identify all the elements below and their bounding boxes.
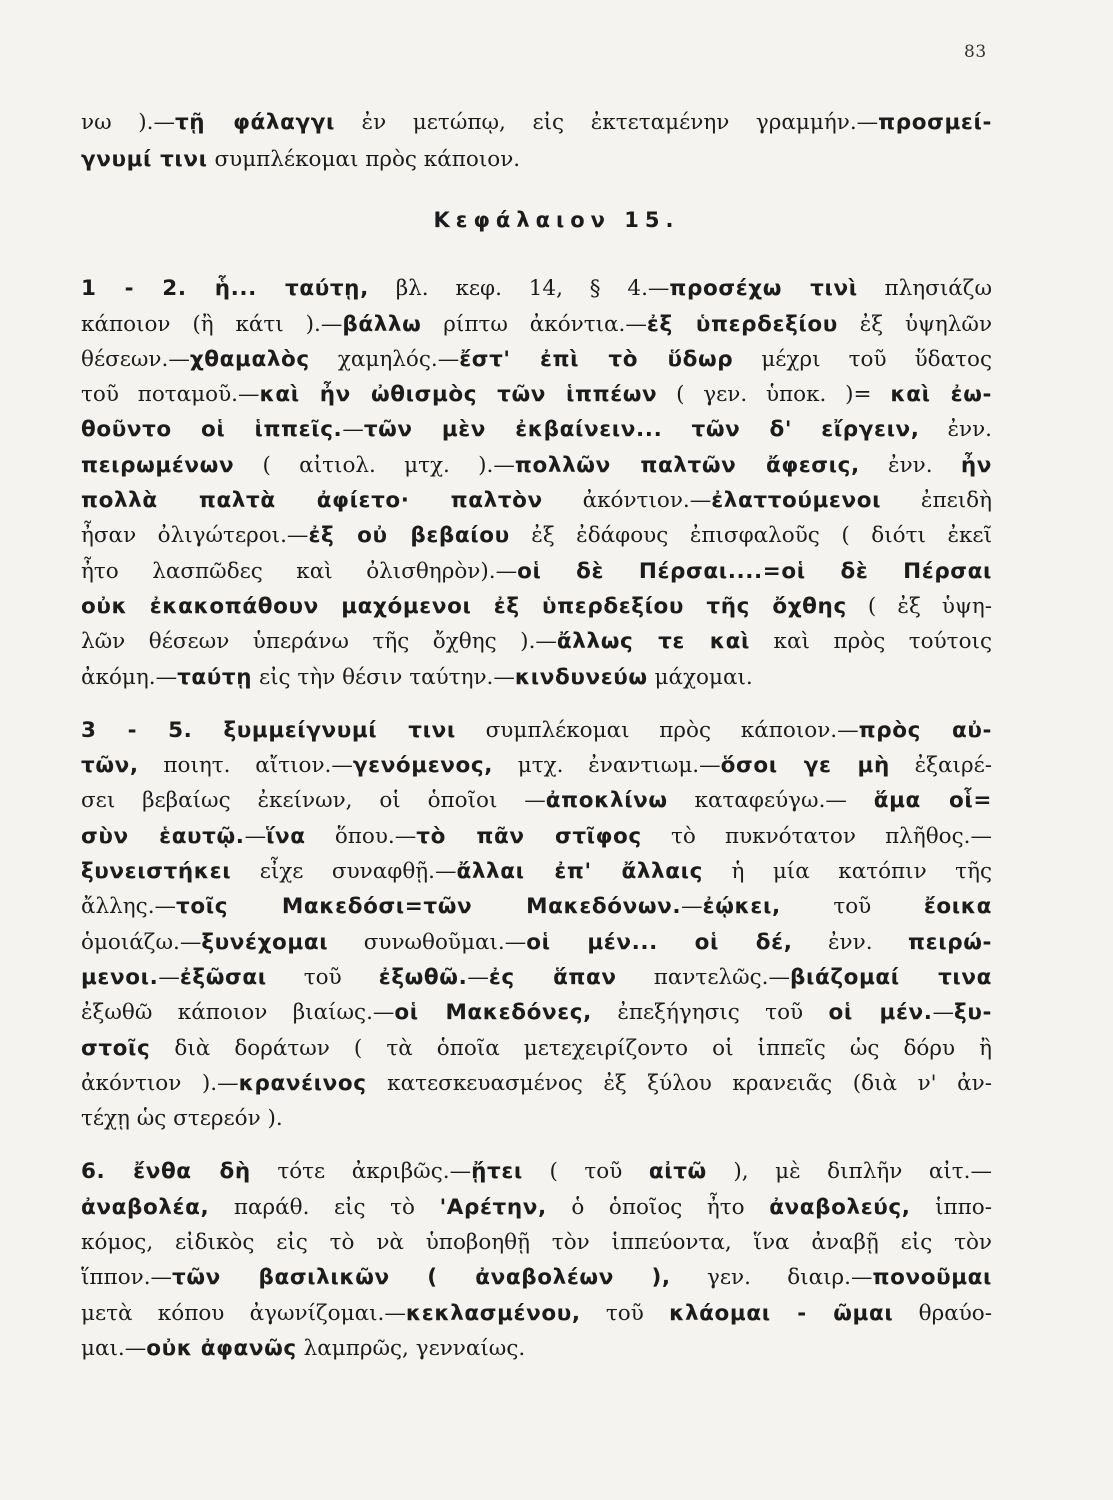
gloss-text: μτχ. ἐναντιωμ.— (493, 753, 721, 778)
gloss-text: ἐξωθῶ κάποιον βιαίως.— (81, 1000, 395, 1025)
gloss-text: ὁ ὁποῖος ἦτο (546, 1195, 770, 1220)
gloss-text: σει βεβαίως ἐκείνων, οἱ ὁποῖοι — (81, 788, 546, 813)
text-line (81, 716, 992, 746)
text-line (81, 145, 520, 175)
gloss-text: τοῦ (266, 965, 379, 990)
gloss-text: ὁμοιάζω.— (81, 930, 202, 955)
gloss-text: ἄλλης.— (81, 894, 177, 919)
lemma-text: ἀναβολέα, (81, 1195, 210, 1220)
lemma-text: 6. ἔνθα δὴ (81, 1159, 251, 1184)
gloss-text: μέχρι τοῦ ὕδατος (733, 347, 993, 372)
gloss-text: ( τοῦ (522, 1159, 649, 1184)
gloss-text: εἶχε συναφθῇ.— (231, 859, 457, 884)
gloss-text: ( ἐξ ὑψη- (846, 594, 992, 619)
lemma-text: ἐξ οὐ βεβαίου (308, 523, 510, 548)
text-line (81, 663, 753, 693)
gloss-text: μετὰ κόπου ἀγωνίζομαι.— (81, 1301, 406, 1326)
lemma-text: τῶν, (81, 753, 139, 778)
gloss-text: συμπλέκομαι πρὸς κάποιον.— (455, 718, 859, 743)
lemma-text: οἱ Μακεδόνες, (394, 1000, 592, 1025)
lemma-text: προσμεί- (878, 110, 992, 135)
lemma-text: οἱ μέν... οἱ δέ, (526, 930, 793, 955)
lemma-text: ἐῴκει, (702, 894, 781, 919)
text-line (81, 451, 992, 481)
gloss-text: χαμηλός.— (309, 347, 460, 372)
lemma-text: κεκλασμένου, (405, 1301, 581, 1326)
text-line (81, 1228, 992, 1258)
gloss-text: καταφεύγω.— (667, 788, 874, 813)
gloss-text: βλ. κεφ. 14, § 4.— (368, 276, 670, 301)
text-line (81, 1193, 992, 1223)
lemma-text: γενόμενος, (352, 753, 494, 778)
lemma-text: ἔστ' ἐπὶ τὸ ὕδωρ (459, 347, 734, 372)
gloss-text: τοῦ (580, 1301, 670, 1326)
text-line (81, 521, 992, 551)
lemma-text: κινδυνεύω (514, 665, 648, 690)
lemma-text: πολλῶν παλτῶν ἄφεσις, (514, 453, 860, 478)
gloss-text: ( αἰτιολ. μτχ. ).— (234, 453, 515, 478)
text-line (81, 892, 992, 922)
gloss-text: ἦτο λασπῶδες καὶ ὀλισθηρὸν).— (81, 559, 518, 584)
gloss-text: ἱππο- (910, 1195, 993, 1220)
lemma-text: κρανέινος (238, 1071, 367, 1096)
lemma-text: ᾔτει (471, 1159, 523, 1184)
gloss-text: παράθ. εἰς τὸ (209, 1195, 440, 1220)
gloss-text: ἀκόντιον.— (542, 488, 712, 513)
lemma-text: μενοι. (81, 965, 159, 990)
gloss-text: θέσεων.— (81, 347, 190, 372)
text-line (81, 310, 992, 340)
text-line (81, 822, 992, 852)
text-line (81, 1157, 992, 1187)
text-line (81, 1034, 992, 1064)
gloss-text: τέχῃ ὡς στερεόν ). (81, 1106, 283, 1131)
lemma-text: πειρώ- (908, 930, 992, 955)
gloss-text: ), μὲ διπλῆν αἰτ.— (706, 1159, 992, 1184)
gloss-text: ποιητ. αἴτιον.— (138, 753, 353, 778)
lemma-text: 3 - 5. ξυμμείγνυμί τινι (81, 718, 456, 743)
lemma-text: πονοῦμαι (872, 1265, 992, 1290)
gloss-text: ὅπου.— (305, 824, 417, 849)
gloss-text: λῶν θέσεων ὑπεράνω τῆς ὄχθης ).— (81, 629, 557, 654)
gloss-text: ἐξ ἐδάφους ἐπισφαλοῦς ( διότι ἐκεῖ (509, 523, 992, 548)
lemma-text: 1 - 2. ἧ... ταύτῃ, (81, 276, 369, 301)
gloss-text: συνωθοῦμαι.— (328, 930, 527, 955)
lemma-text: ἀναβολεύς, (769, 1195, 911, 1220)
lemma-text: ἅμα οἷ= (873, 788, 992, 813)
gloss-text: γεν. διαιρ.— (670, 1265, 873, 1290)
lemma-text: ἔοικα (923, 894, 992, 919)
lemma-text: ἐλαττούμενοι (711, 488, 882, 513)
gloss-text: ἐνν. (859, 453, 961, 478)
gloss-text: κατεσκευασμένος ἐξ ξύλου κρανειᾶς (διὰ ν' ἀν- (366, 1071, 992, 1096)
text-line (81, 1334, 525, 1364)
lemma-text: 'Αρέτην, (439, 1195, 547, 1220)
gloss-text: πλησιάζω (857, 276, 992, 301)
text-line (81, 1069, 992, 1099)
gloss-text: τὸ πυκνότατον πλῆθος.— (641, 824, 992, 849)
gloss-text: ἵππον.— (81, 1265, 173, 1290)
lemma-text: ἄλλαι ἐπ' ἄλλαις (456, 859, 703, 884)
lemma-text: κλάομαι - ῶμαι (669, 1301, 894, 1326)
lemma-text: οὐκ ἐκακοπάθουν μαχόμενοι ἐξ ὑπερδεξίου τῆς ὄχθης (81, 594, 847, 619)
text-line (81, 1104, 283, 1134)
lemma-text: στοῖς (81, 1036, 151, 1061)
lemma-text: τῇ φάλαγγι (174, 110, 335, 135)
gloss-text: ἐν μετώπῳ, εἰς ἐκτεταμένην γραμμήν.— (334, 110, 879, 135)
lemma-text: ἐς ἅπαν (488, 965, 617, 990)
gloss-text: ἦσαν ὀλιγώτεροι.— (81, 523, 309, 548)
gloss-text: κάποιον (ἢ κάτι ).— (81, 312, 343, 337)
lemma-text: οὐκ ἀφανῶς (146, 1336, 297, 1361)
lemma-text: χθαμαλὸς (189, 347, 310, 372)
lemma-text: ξυνέχομαι (201, 930, 329, 955)
gloss-text: θραύο- (893, 1301, 993, 1326)
lemma-text: ὅσοι γε μὴ (720, 753, 890, 778)
text-line (81, 380, 992, 410)
lemma-text: καὶ ἦν ὠθισμὸς τῶν ἱππέων (259, 382, 658, 407)
gloss-text: συμπλέκομαι πρὸς κάποιον. (207, 147, 521, 172)
text-line (81, 998, 992, 1028)
lemma-text: γνυμί τινι (81, 147, 208, 172)
page-number: 83 (964, 42, 987, 62)
text-line (81, 1299, 992, 1329)
gloss-text: ἐξαιρέ- (889, 753, 992, 778)
lemma-text: σὺν ἑαυτῷ. (81, 824, 245, 849)
text-line (81, 486, 992, 516)
lemma-text: τοῖς Μακεδόσι=τῶν Μακεδόνων. (176, 894, 682, 919)
gloss-text: ἐπειδὴ (881, 488, 992, 513)
lemma-text: πολλὰ παλτὰ ἀφίετο· παλτὸν (81, 488, 543, 513)
gloss-text: — (244, 824, 267, 849)
gloss-text: κόμος, εἰδικὸς εἰς τὸ νὰ ὑποβοηθῇ τὸν ἱππεύοντα, ἵνα ἀναβῇ εἰς τὸν (81, 1230, 992, 1255)
gloss-text: καὶ πρὸς τούτοις (750, 629, 992, 654)
lemma-text: ξυνειστήκει (81, 859, 232, 884)
text-line (81, 274, 992, 304)
gloss-text: ἐπεξήγησις τοῦ (591, 1000, 829, 1025)
text-line (81, 857, 992, 887)
lemma-text: πειρωμένων (81, 453, 235, 478)
lemma-text: ἄλλως τε καὶ (556, 629, 751, 654)
lemma-text: ἵνα (266, 824, 306, 849)
lemma-text: ξυ- (954, 1000, 992, 1025)
lemma-text: πρὸς αὐ- (858, 718, 992, 743)
gloss-text: τοῦ (780, 894, 924, 919)
lemma-text: τῶν βασιλικῶν ( ἀναβολέων ), (172, 1265, 671, 1290)
text-line (81, 592, 992, 622)
text-line (81, 928, 992, 958)
gloss-text: παντελῶς.— (616, 965, 790, 990)
gloss-text: — (342, 417, 364, 442)
lemma-text: οἱ δὲ Πέρσαι....=οἱ δὲ Πέρσαι (517, 559, 992, 584)
text-line (81, 415, 992, 445)
lemma-text: τῶν μὲν ἐκβαίνειν... τῶν δ' εἴργειν, (363, 417, 920, 442)
text-line (81, 108, 992, 138)
lemma-text: ἦν (960, 453, 993, 478)
lemma-text: ἐξωθῶ. (378, 965, 468, 990)
text-line (81, 345, 992, 375)
lemma-text: οἱ μέν. (828, 1000, 933, 1025)
text-line (81, 627, 992, 657)
gloss-text: ρίπτω ἀκόντια.— (421, 312, 647, 337)
gloss-text: — (467, 965, 489, 990)
chapter-heading: Κεφάλαιον 15. (433, 208, 680, 232)
lemma-text: θοῦντο οἱ ἱππεῖς. (81, 417, 343, 442)
lemma-text: ταύτῃ (177, 665, 253, 690)
text-line (81, 1263, 992, 1293)
lemma-text: αἰτῶ (648, 1159, 707, 1184)
lemma-text: καὶ ἐω- (890, 382, 992, 407)
text-line (81, 751, 992, 781)
lemma-text: βιάζομαί τινα (790, 965, 993, 990)
gloss-text: ( γεν. ὑποκ. )= (657, 382, 891, 407)
lemma-text: ἀποκλίνω (545, 788, 668, 813)
gloss-text: μαι.— (81, 1336, 147, 1361)
gloss-text: ἐξ ὑψηλῶν (837, 312, 993, 337)
gloss-text: — (158, 965, 180, 990)
gloss-text: ἐνν. (919, 417, 992, 442)
lemma-text: προσέχω τινὶ (669, 276, 858, 301)
gloss-text: διὰ δοράτων ( τὰ ὁποῖα μετεχειρίζοντο οἱ ἱππεῖς ὡς δόρυ ἢ (150, 1036, 992, 1061)
lemma-text: ἐξῶσαι (179, 965, 267, 990)
lemma-text: βάλλω (342, 312, 422, 337)
gloss-text: — (932, 1000, 955, 1025)
gloss-text: ἡ μία κατόπιν τῆς (702, 859, 992, 884)
gloss-text: μάχομαι. (647, 665, 753, 690)
lemma-text: ἐξ ὑπερδεξίου (646, 312, 838, 337)
text-line (81, 963, 992, 993)
gloss-text: ἐνν. (792, 930, 909, 955)
text-line (81, 786, 992, 816)
lemma-text: τὸ πᾶν στῖφος (416, 824, 642, 849)
gloss-text: λαμπρῶς, γενναίως. (296, 1336, 526, 1361)
gloss-text: εἰς τὴν θέσιν ταύτην.— (252, 665, 515, 690)
gloss-text: ἀκόντιον ).— (81, 1071, 239, 1096)
gloss-text: τοῦ ποταμοῦ.— (81, 382, 260, 407)
gloss-text: — (681, 894, 703, 919)
gloss-text: ἀκόμη.— (81, 665, 178, 690)
gloss-text: νω ).— (81, 110, 175, 135)
gloss-text: τότε ἀκριβῶς.— (250, 1159, 472, 1184)
text-line (81, 557, 992, 587)
